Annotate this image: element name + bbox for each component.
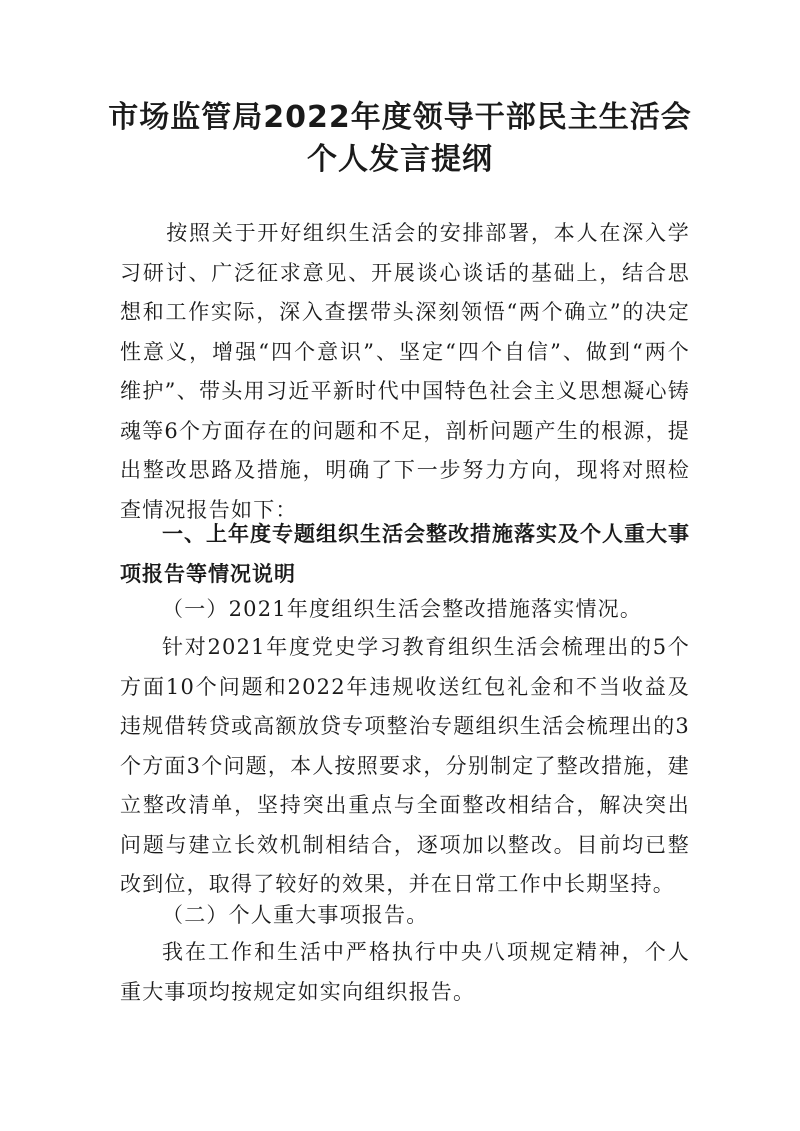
subsection-2-paragraph: 我在工作和生活中严格执行中央八项规定精神，个人重大事项均按规定如实向组织报告。 — [120, 940, 690, 1004]
document-title-line2: 个人发言提纲 — [307, 142, 493, 177]
subsection-1-paragraph: 针对2021年度党史学习教育组织生活会梳理出的5个方面10个问题和2022年违规收送红包礼金和不当收益及违规借转贷或高额放贷专项整治专题组织生活会梳理出的3个方面3个问题，本人按照要求，分别制定了整改措施，建立整改清单，坚持突出重点与全面整改相结合，解决突出问题与建立长效机制相结合，逐项加以整改。目前均已整改到位，取得了较好的效果，并在日常工作中长期坚持。 — [120, 635, 690, 896]
document-title-line1: 市场监管局2022年度领导干部民主生活会 — [108, 100, 692, 135]
section-heading-1: 一、上年度专题组织生活会整改措施落实及个人重大事项报告等情况说明 — [120, 522, 690, 586]
subheading-1: （一）2021年度组织生活会整改措施落实情况。 — [162, 597, 643, 621]
intro-paragraph: 按照关于开好组织生活会的安排部署，本人在深入学习研讨、广泛征求意见、开展谈心谈话的基础上，结合思想和工作实际，深入查摆带头深刻领悟“两个确立”的决定性意义，增强“四个意识”、坚定“四个自信”、做到“两个维护”、带头用习近平新时代中国特色社会主义思想凝心铸魂等6个方面存在的问题和不足，剖析问题产生的根源，提出整改思路及措施，明确了下一步努力方向，现将对照检查情况报告如下： — [120, 221, 690, 522]
subheading-2: （二）个人重大事项报告。 — [162, 903, 429, 927]
